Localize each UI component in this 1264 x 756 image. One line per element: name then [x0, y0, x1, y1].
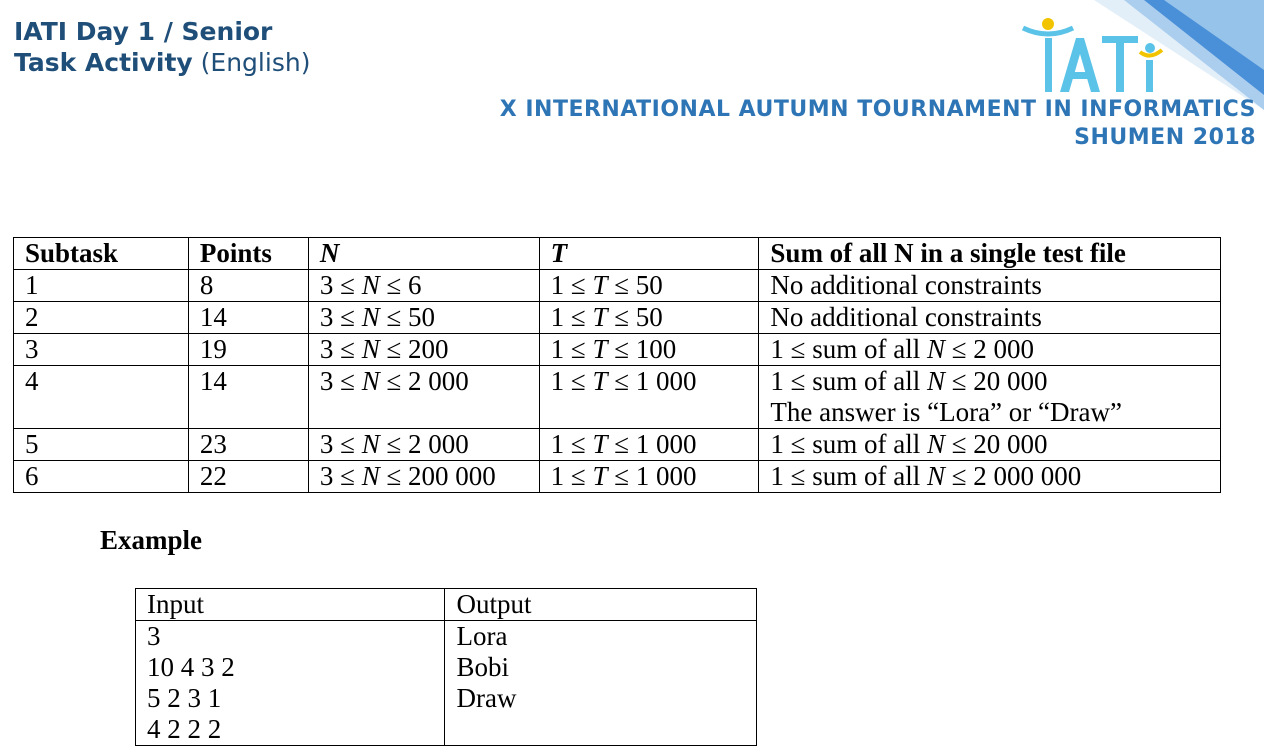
- header-sum: Sum of all N in a single test file: [759, 238, 1221, 270]
- example-data-row: [136, 621, 757, 746]
- table-row: [14, 429, 1221, 461]
- header-left: [14, 16, 310, 78]
- iati-logo: [1018, 14, 1168, 96]
- tournament-place: SHUMEN 2018: [1074, 125, 1256, 150]
- day-title: IATI Day 1 / Senior: [14, 17, 273, 46]
- sum-cell: No additional constraints: [759, 302, 1221, 334]
- n-cell: 3 ≤ N ≤ 2 000: [308, 366, 539, 429]
- header-t: T: [539, 238, 759, 270]
- t-cell: 1 ≤ T ≤ 1 000: [539, 366, 759, 429]
- n-cell: 3 ≤ N ≤ 2 000: [308, 429, 539, 461]
- table-row: [14, 461, 1221, 493]
- t-cell: 1 ≤ T ≤ 1 000: [539, 429, 759, 461]
- sum-cell: 1 ≤ sum of all N ≤ 20 000 The answer is “Lora” or “Draw”: [759, 366, 1221, 429]
- n-cell: 3 ≤ N ≤ 50: [308, 302, 539, 334]
- subtask-table: [13, 237, 1221, 493]
- n-cell: 3 ≤ N ≤ 200: [308, 334, 539, 366]
- sum-cell: 1 ≤ sum of all N ≤ 2 000: [759, 334, 1221, 366]
- example-header-row: [136, 589, 757, 621]
- n-cell: 3 ≤ N ≤ 200 000: [308, 461, 539, 493]
- input-line: 4 2 2 2: [147, 714, 222, 744]
- t-cell: 1 ≤ T ≤ 100: [539, 334, 759, 366]
- header-right: [500, 96, 1256, 152]
- header-points: Points: [188, 238, 308, 270]
- tournament-name: X INTERNATIONAL AUTUMN TOURNAMENT IN INFORMATICS: [499, 97, 1256, 122]
- points-cell: 14: [188, 302, 308, 334]
- subtask-cell: 4: [14, 366, 189, 429]
- example-input: [136, 621, 445, 746]
- table-row: [14, 366, 1221, 429]
- n-cell: 3 ≤ N ≤ 6: [308, 270, 539, 302]
- input-line: 3: [147, 621, 161, 651]
- points-cell: 19: [188, 334, 308, 366]
- t-cell: 1 ≤ T ≤ 50: [539, 270, 759, 302]
- t-cell: 1 ≤ T ≤ 1 000: [539, 461, 759, 493]
- subtask-cell: 3: [14, 334, 189, 366]
- output-header: Output: [445, 589, 757, 621]
- example-table: [135, 588, 757, 746]
- sum-cell: No additional constraints: [759, 270, 1221, 302]
- table-row: [14, 270, 1221, 302]
- table-row: [14, 334, 1221, 366]
- sum-note: The answer is “Lora” or “Draw”: [770, 397, 1122, 427]
- table-row: [14, 302, 1221, 334]
- sum-cell: 1 ≤ sum of all N ≤ 2 000 000: [759, 461, 1221, 493]
- header-n: N: [308, 238, 539, 270]
- subtask-cell: 2: [14, 302, 189, 334]
- sum-cell: 1 ≤ sum of all N ≤ 20 000: [759, 429, 1221, 461]
- input-line: 5 2 3 1: [147, 683, 222, 713]
- language-label: (English): [192, 48, 311, 77]
- subtask-cell: 5: [14, 429, 189, 461]
- input-header: Input: [136, 589, 445, 621]
- output-line: Bobi: [456, 652, 509, 682]
- header-subtask: Subtask: [14, 238, 189, 270]
- table-header-row: [14, 238, 1221, 270]
- subtask-cell: 1: [14, 270, 189, 302]
- output-line: Draw: [456, 683, 517, 713]
- subtask-cell: 6: [14, 461, 189, 493]
- input-line: 10 4 3 2: [147, 652, 235, 682]
- example-title: Example: [100, 525, 203, 555]
- example-output: [445, 621, 757, 746]
- points-cell: 22: [188, 461, 308, 493]
- points-cell: 14: [188, 366, 308, 429]
- points-cell: 8: [188, 270, 308, 302]
- points-cell: 23: [188, 429, 308, 461]
- t-cell: 1 ≤ T ≤ 50: [539, 302, 759, 334]
- task-title: Task Activity: [14, 48, 193, 77]
- output-line: Lora: [456, 621, 508, 651]
